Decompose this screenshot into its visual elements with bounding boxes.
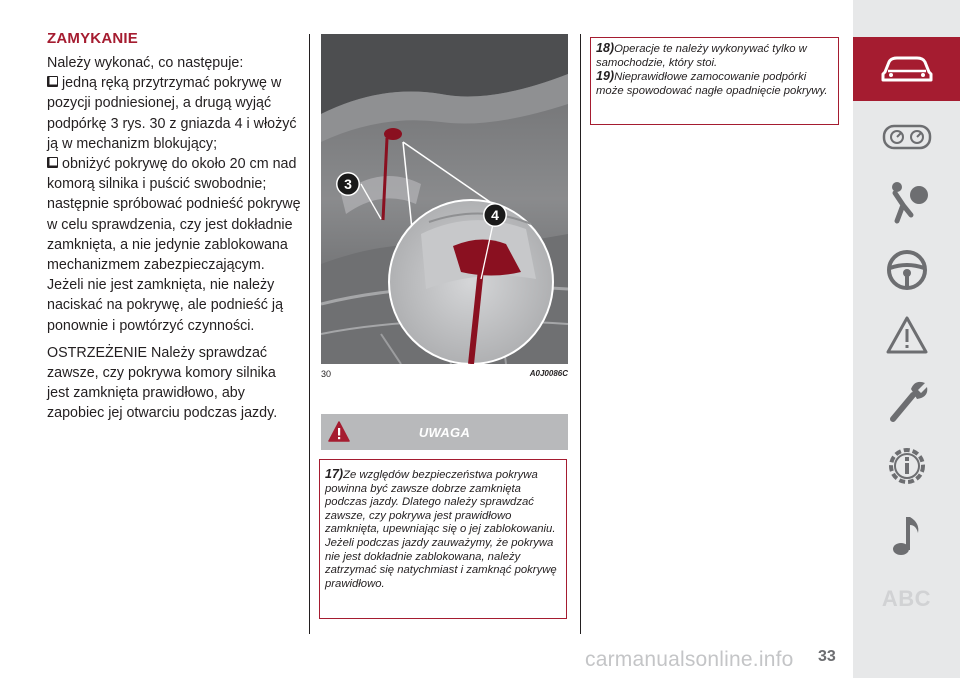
watermark: carmanualsonline.info: [585, 648, 794, 671]
note-19: [596, 70, 832, 98]
steering-wheel-icon: [885, 248, 929, 292]
sidebar-item-technical-data[interactable]: [853, 434, 960, 498]
step-1: [47, 73, 302, 154]
step-2: [47, 154, 302, 336]
note-18: [596, 42, 832, 70]
index-abc-label: ABC: [881, 586, 932, 611]
car-icon: [879, 54, 935, 84]
column-divider: [580, 34, 581, 634]
hood-prop-illustration: [321, 34, 568, 364]
step-2-text: obniżyć pokrywę do około 20 cm nad komorą silnika i puścić swobodnie; następnie spróbować podnieść pokrywę w celu sprawdzenia, czy jest dokładnie zamknięta, a nie jedynie zablokowana mechanizmem zabezpieczającym. Jeżeli nie jest zamknięta, nie należy naciskać na pokrywę, ale podnieść ją ponownie i powtórzyć czynności.: [47, 156, 301, 334]
engine-hood-figure: [321, 34, 568, 364]
page-number: 33: [818, 648, 836, 665]
column-divider: [309, 34, 310, 634]
step-1-text: jedną ręką przytrzymać pokrywę w pozycji podniesionej, a drugą wyjąć podpórkę 3 rys. 30 z gniazda 4 i włożyć ją w mechanizm blokujący;: [47, 75, 297, 152]
figure-code: A0J0086C: [529, 369, 568, 378]
airbag-person-icon: [883, 179, 931, 225]
callout-4: 4: [491, 207, 499, 223]
figure-number: 30: [321, 369, 332, 379]
sidebar-item-dashboard[interactable]: [853, 105, 960, 169]
dashboard-gauges-icon: [882, 124, 932, 150]
uwaga-header: [321, 414, 568, 450]
warning-triangle-icon: [885, 315, 929, 355]
uwaga-label: UWAGA: [418, 425, 471, 440]
sidebar-item-safety[interactable]: [853, 170, 960, 234]
music-note-icon: [892, 513, 922, 557]
sidebar-item-driving[interactable]: [853, 238, 960, 302]
note-18-number: 18): [596, 41, 615, 55]
sidebar-item-maintenance[interactable]: [853, 369, 960, 433]
checkbox-bullet-icon: [47, 76, 58, 87]
sidebar-item-multimedia[interactable]: [853, 503, 960, 567]
notes-18-19-box: [590, 37, 839, 125]
wrench-icon: [885, 377, 929, 425]
sidebar-item-emergency[interactable]: [853, 303, 960, 367]
note-19-number: 19): [596, 69, 615, 84]
sidebar-item-index[interactable]: [853, 567, 960, 631]
note-17-number: 17): [325, 467, 344, 481]
note-17-text: Ze względów bezpieczeństwa pokrywa powinna być zawsze dobrze zamknięta podczas jazdy. Dlatego należy sprawdzać zawsze, czy pokrywa jest prawidłowo zamknięta, upewniając się o jej zablokowaniu. Jeżeli podczas jazdy zauważymy, że pokrywa nie jest dokładnie zablokowana, należy zatrzymać się natychmiast i zamknąć pokrywę prawidłowo.: [325, 469, 557, 590]
checkbox-bullet-icon: [47, 157, 58, 168]
note-19-text: Nieprawidłowe zamocowanie podpórki może spowodować nagłe opadnięcie pokrywy.: [596, 71, 828, 97]
sidebar-item-car[interactable]: [853, 37, 960, 101]
gear-info-icon: [884, 443, 930, 489]
text-column: [47, 30, 302, 424]
intro-text: Należy wykonać, co następuje:: [47, 55, 244, 71]
chapter-sidebar: [853, 0, 960, 678]
section-title: ZAMYKANIE: [47, 30, 138, 47]
callout-3: 3: [344, 176, 352, 192]
warning-text: OSTRZEŻENIE Należy sprawdzać zawsze, czy pokrywa komory silnika jest zamknięta prawidłowo, aby zapobiec jej otwarciu podczas jazdy.: [47, 344, 278, 422]
note-18-text: Operacje te należy wykonywać tylko w samochodzie, który stoi.: [596, 43, 807, 69]
note-17-box: [319, 459, 567, 619]
